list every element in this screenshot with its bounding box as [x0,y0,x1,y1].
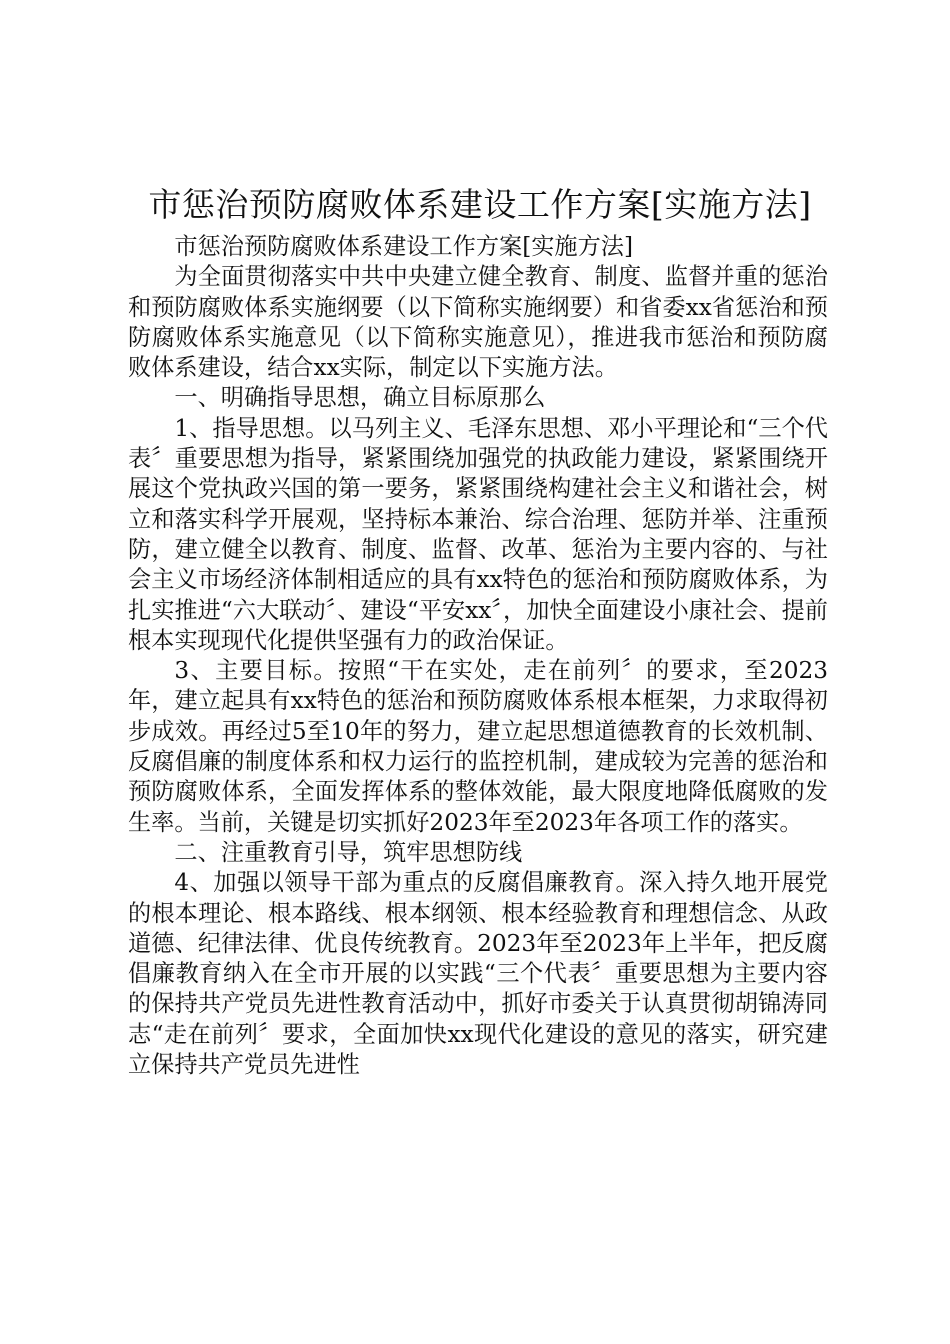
paragraph-guiding-thought: 1、指导思想。以马列主义、毛泽东思想、邓小平理论和“三个代表〞重要思想为指导，紧紧围绕加强党的执政能力建设，紧紧围绕开展这个党执政兴国的第一要务，紧紧围绕构建社会主义和谐社会，树立和落实科学开展观，坚持标本兼治、综合治理、惩防并举、注重预防，建立健全以教育、制度、监督、改革、惩治为主要内容的、与社会主义市场经济体制相适应的具有xx特色的惩治和预防腐败体系，为扎实推进“六大联动〞、建设“平安xx〞，加快全面建设小康社会、提前根本实现现代化提供坚强有力的政治保证。 [128,414,828,654]
paragraph-heading-repeat: 市惩治预防腐败体系建设工作方案[实施方法] [174,233,634,260]
paragraph-main-goals: 3、主要目标。按照“干在实处，走在前列〞的要求，至2023年，建立起具有xx特色的惩治和预防腐败体系根本框架，力求取得初步成效。再经过5至10年的努力，建立起思想道德教育的长效机制、反腐倡廉的制度体系和权力运行的监控机制，建成较为完善的惩治和预防腐败体系，全面发挥体系的整体效能，最大限度地降低腐败的发生率。当前，关键是切实抓好2023年至2023年各项工作的落实。 [128,657,828,836]
paragraph-education: 4、加强以领导干部为重点的反腐倡廉教育。深入持久地开展党的根本理论、根本路线、根本纲领、根本经验教育和理想信念、从政道德、纪律法律、优良传统教育。2023年至2023年上半年，把反腐倡廉教育纳入在全市开展的以实践“三个代表〞重要思想为主要内容的保持共产党员先进性教育活动中，抓好市委关于认真贯彻胡锦涛同志“走在前列〞要求，全面加快xx现代化建设的意见的落实，研究建立保持共产党员先进性 [128,869,828,1079]
section-heading-1: 一、明确指导思想，确立目标原那么 [174,384,546,412]
paragraph-intro: 为全面贯彻落实中共中央建立健全教育、制度、监督并重的惩治和预防腐败体系实施纲要（以下简称实施纲要）和省委xx省惩治和预防腐败体系实施意见（以下简称实施意见），推进我市惩治和预防腐败体系建设，结合xx实际，制定以下实施方法。 [128,263,828,382]
document-title: 市惩治预防腐败体系建设工作方案[实施方法] [148,185,812,224]
section-heading-2: 二、注重教育引导，筑牢思想防线 [174,838,523,866]
document-body [128,232,828,1080]
